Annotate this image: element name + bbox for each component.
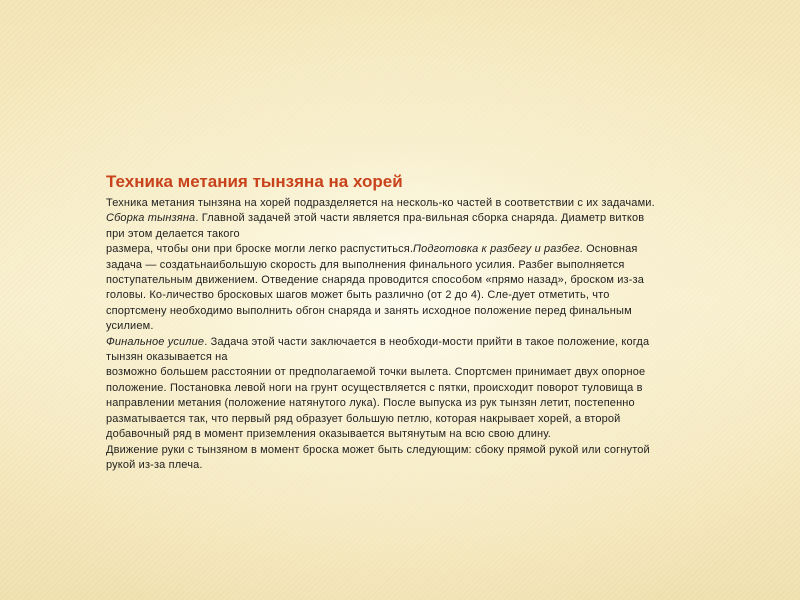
text-segment: направлении метания (положение натянутого лука). После выпуска из рук тынзян летит, постепенно [106, 397, 635, 410]
text-line [106, 412, 746, 427]
text-segment: тынзян оказывается на [106, 351, 228, 364]
text-line [106, 227, 746, 242]
text-segment: размера, чтобы они при броске могли легко распуститься. [106, 243, 414, 256]
section-lead: Подготовка к разбегу и разбег [413, 243, 580, 256]
text-segment: разматывается так, что первый ряд образует большую петлю, которая накрывает хорей, а второй [106, 412, 621, 425]
text-line [106, 304, 746, 319]
text-line [106, 242, 746, 257]
text-line [106, 211, 746, 226]
text-line [106, 381, 746, 396]
text-line [106, 427, 746, 442]
text-line [106, 458, 746, 473]
text-line [106, 335, 746, 350]
text-segment: усилием. [106, 320, 154, 333]
text-segment: возможно большем расстоянии от предполагаемой точки вылета. Спортсмен принимает двух опорное [106, 366, 646, 379]
slide-title: Техника метания тынзяна на хорей [106, 172, 403, 191]
text-segment: Техника метания тынзяна на хорей подразделяется на несколь-ко частей в соответствии с их задачами. [106, 197, 655, 209]
text-segment: задача — создатьнаибольшую скорость для выполнения финального усилия. Разбег выполняется [106, 258, 625, 271]
text-line [106, 288, 746, 303]
text-segment: головы. Ко-личество бросковых шагов может быть различно (от 2 до 4). Сле-дует отметить, что [106, 289, 610, 302]
text-segment: . Основная [579, 243, 638, 256]
text-line [106, 273, 746, 288]
text-segment: при этом делается такого [106, 227, 240, 240]
text-line [106, 258, 746, 273]
text-segment: . Главной задачей этой части является пра-вильная сборка снаряда. Диаметр витков [195, 212, 645, 225]
text-line [106, 196, 746, 211]
text-segment: спортсмену необходимо выполнить обгон снаряда и занять исходное положение перед финальным [106, 304, 632, 317]
text-segment: . Задача этой части заключается в необходи-мости прийти в такое положение, когда [204, 335, 650, 348]
text-segment: рукой из-за плеча. [106, 458, 203, 471]
text-segment: поступательным движением. Отведение снаряда проводится способом «прямо назад», броском из-за [106, 274, 645, 287]
section-lead: Сборка тынзяна [106, 212, 196, 225]
text-line [106, 396, 746, 411]
text-line [106, 319, 746, 334]
text-segment: добавочный ряд в момент приземления оказывается вытянутым на всю свою длину. [106, 428, 551, 441]
text-segment: положение. Постановка левой ноги на грунт осуществляется с пятки, происходит поворот туловища в [106, 381, 643, 394]
section-lead: Финальное усилие [106, 335, 205, 348]
slide-content [106, 171, 746, 473]
text-segment: Движение руки с тынзяном в момент броска может быть следующим: сбоку прямой рукой или согнутой [106, 443, 650, 456]
text-line [106, 350, 746, 365]
text-line [106, 443, 746, 458]
body-text [106, 196, 746, 473]
text-line [106, 365, 746, 380]
